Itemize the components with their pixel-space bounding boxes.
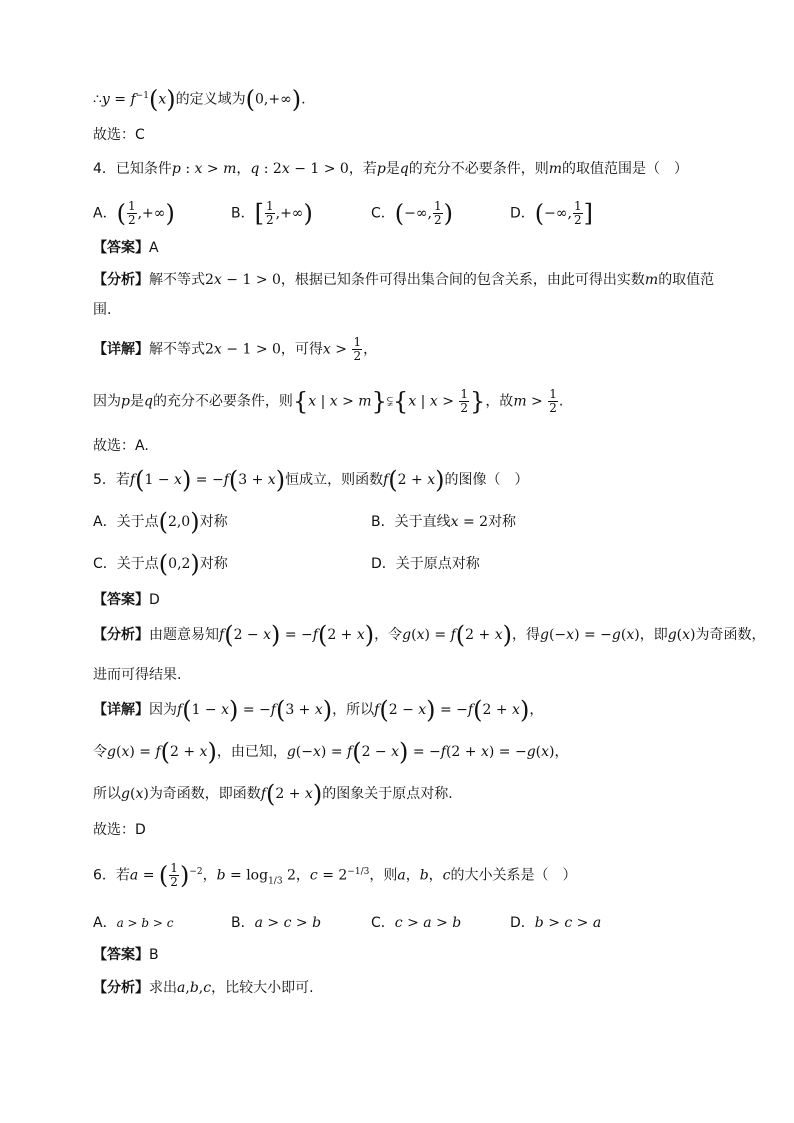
q5-option-a: A．关于点(2,0)对称 bbox=[93, 508, 228, 536]
option-text: 对称 bbox=[199, 556, 228, 572]
question-4: 4．已知条件p : x > m，q : 2x − 1 > 0，若p是q的充分不必要条件，则m的取值范围是（ ） bbox=[93, 161, 689, 177]
answer-label: 【答案】 bbox=[93, 240, 149, 256]
text-fragment: 为奇函数， bbox=[695, 627, 766, 643]
option-label: C． bbox=[371, 915, 395, 931]
answer-value: A bbox=[149, 240, 159, 256]
q6-number: 6．若 bbox=[93, 867, 130, 884]
text-fragment: ，根据已知条件可得出集合间的包含关系，由此可得出实数 bbox=[280, 272, 645, 288]
answer-label: 【答案】 bbox=[93, 947, 149, 963]
detail-4: 【详解】解不等式2x − 1 > 0，可得x > $\frac{1}{2}$ ， bbox=[93, 335, 378, 363]
q4-number: 4．已知条件 bbox=[93, 161, 172, 177]
analysis-6: 【分析】求出a,b,c，比较大小即可. bbox=[93, 980, 314, 996]
text-fragment: ，比较大小即可. bbox=[211, 980, 314, 996]
q6-option-c: C．c > a > b bbox=[371, 915, 462, 931]
text-fragment: 所以 bbox=[93, 786, 121, 802]
text-fragment: 的定义域为 bbox=[175, 91, 246, 108]
text-fragment: ，由已知， bbox=[216, 744, 287, 760]
text-fragment: ， bbox=[554, 744, 569, 760]
q6-option-d: D．b > c > a bbox=[510, 915, 602, 931]
option-text: 对称 bbox=[488, 514, 517, 530]
analysis-5-cont: 进而可得结果. bbox=[93, 667, 182, 683]
q5-number: 5．若 bbox=[93, 472, 130, 488]
line-select-a: 故选：A. bbox=[93, 438, 149, 454]
text-fragment: 的图象关于原点对称. bbox=[322, 786, 453, 802]
text-fragment: 恒成立，则函数 bbox=[285, 472, 384, 488]
answer-5 bbox=[93, 590, 160, 610]
text-fragment: 的取值范围是（ ） bbox=[562, 161, 689, 177]
q5-option-c: C．关于点(0,2)对称 bbox=[93, 550, 228, 578]
analysis-label: 【分析】 bbox=[93, 627, 149, 643]
line-select-c: 故选：C bbox=[93, 127, 145, 143]
text-fragment: ， bbox=[529, 702, 544, 718]
q4-option-b: B．[ $\frac{1}{2}$ ,+∞) bbox=[231, 199, 313, 228]
q5-option-b: B．关于直线x = 2对称 bbox=[371, 514, 517, 530]
text-fragment: 的大小关系是（ ） bbox=[450, 867, 577, 884]
line-select-d: 故选：D bbox=[93, 822, 146, 838]
analysis-4-cont: 围. bbox=[93, 302, 112, 318]
text-fragment: ， bbox=[405, 867, 420, 884]
line-let-g: 令g(x) = f(2 + x)，由已知，g(−x) = f(2 − x) = −f(2 + x) = −g(x)， bbox=[93, 738, 569, 766]
answer-4 bbox=[93, 238, 159, 258]
answer-value: D bbox=[149, 592, 160, 608]
text-fragment: ， bbox=[295, 867, 310, 884]
text-fragment: 因为 bbox=[93, 393, 121, 410]
text-fragment: ， bbox=[428, 867, 443, 884]
question-5: 5．若f(1 − x) = −f(3 + x)恒成立，则函数f(2 + x)的图像（ ） bbox=[93, 466, 529, 494]
text-fragment: ，所以 bbox=[332, 702, 375, 718]
text-fragment: ， bbox=[202, 867, 217, 884]
text-fragment: ，则 bbox=[369, 867, 398, 884]
analysis-4: 【分析】解不等式2x − 1 > 0，根据已知条件可得出集合间的包含关系，由此可得出实数m的取值范 bbox=[93, 272, 715, 288]
question-6: 6．若a = ( $\frac{1}{2}$ )$^{-2}$，$b = \log_{1/3} 2$，$c = 2^{-1/3}$，则a，b，c的大小关系是（ ） bbox=[93, 861, 577, 890]
q4-option-d: D．(−∞, $\frac{1}{2}$ ] bbox=[510, 199, 594, 228]
option-text: 对称 bbox=[199, 514, 228, 530]
option-text: C．关于点 bbox=[93, 556, 159, 572]
line-domain: ∴y = $f^{-1}(x)$的定义域为(0,+∞). bbox=[93, 85, 306, 114]
text-fragment: 是 bbox=[385, 161, 400, 177]
text-fragment: 的充分不必要条件，则 bbox=[408, 161, 549, 177]
detail-5: 【详解】因为f(1 − x) = −f(3 + x)，所以f(2 − x) = −f(2 + x)， bbox=[93, 696, 544, 724]
analysis-5: 【分析】由题意易知f(2 − x) = −f(2 + x)，令g(x) = f(2 + x)，得g(−x) = −g(x)，即g(x)为奇函数， bbox=[93, 621, 766, 649]
text-fragment: . bbox=[558, 393, 564, 410]
answer-6 bbox=[93, 945, 159, 965]
option-label: C． bbox=[371, 205, 395, 222]
text-fragment: ，可得 bbox=[280, 341, 323, 358]
text-fragment: ， bbox=[363, 341, 378, 358]
analysis-label: 【分析】 bbox=[93, 980, 149, 996]
text-fragment: ，令 bbox=[374, 627, 403, 643]
text-fragment: 的充分不必要条件，则 bbox=[152, 393, 293, 410]
line-therefore: 所以g(x)为奇函数，即函数f(2 + x)的图象关于原点对称. bbox=[93, 780, 453, 808]
text-fragment: ，得 bbox=[511, 627, 540, 643]
detail-label: 【详解】 bbox=[93, 702, 149, 718]
q6-option-b: B．a > c > b bbox=[231, 915, 322, 931]
text-fragment: 求出 bbox=[149, 980, 177, 996]
because-4: 因为p是q的充分不必要条件，则{x | x > m}⫋{x | x > $\frac{1}{2}$ }，故m > $\frac{1}{2}$ . bbox=[93, 387, 564, 416]
text-fragment: 由题意易知 bbox=[149, 627, 219, 643]
option-label: B． bbox=[231, 205, 255, 222]
option-label: D． bbox=[510, 915, 535, 931]
q4-option-a: A．( $\frac{1}{2}$ ,+∞) bbox=[93, 199, 175, 228]
option-label: B． bbox=[231, 915, 255, 931]
analysis-label: 【分析】 bbox=[93, 272, 149, 288]
q5-option-d: D．关于原点对称 bbox=[371, 556, 480, 572]
text-fragment: 解不等式 bbox=[149, 272, 205, 288]
text-fragment: 的取值范 bbox=[658, 272, 715, 288]
option-text: A．关于点 bbox=[93, 514, 159, 530]
text-fragment: 的图像（ ） bbox=[444, 472, 529, 488]
q4-option-c: C．(−∞, $\frac{1}{2}$ ) bbox=[371, 199, 454, 228]
option-label: D． bbox=[510, 205, 535, 222]
text-fragment: ，即 bbox=[639, 627, 668, 643]
text-fragment: ，若 bbox=[348, 161, 377, 177]
detail-label: 【详解】 bbox=[93, 341, 149, 358]
text-fragment: 为奇函数，即函数 bbox=[148, 786, 261, 802]
text-fragment: 解不等式 bbox=[149, 341, 205, 358]
text-fragment: ，故 bbox=[485, 393, 514, 410]
answer-value: B bbox=[149, 947, 159, 963]
option-text: B．关于直线 bbox=[371, 514, 451, 530]
answer-label: 【答案】 bbox=[93, 592, 149, 608]
text-fragment: 是 bbox=[129, 393, 144, 410]
q6-option-a: A．a > b > c bbox=[93, 915, 174, 931]
option-label: A． bbox=[93, 205, 117, 222]
text-fragment: 令 bbox=[93, 744, 107, 760]
text-fragment: 因为 bbox=[149, 702, 177, 718]
option-label: A． bbox=[93, 915, 117, 931]
